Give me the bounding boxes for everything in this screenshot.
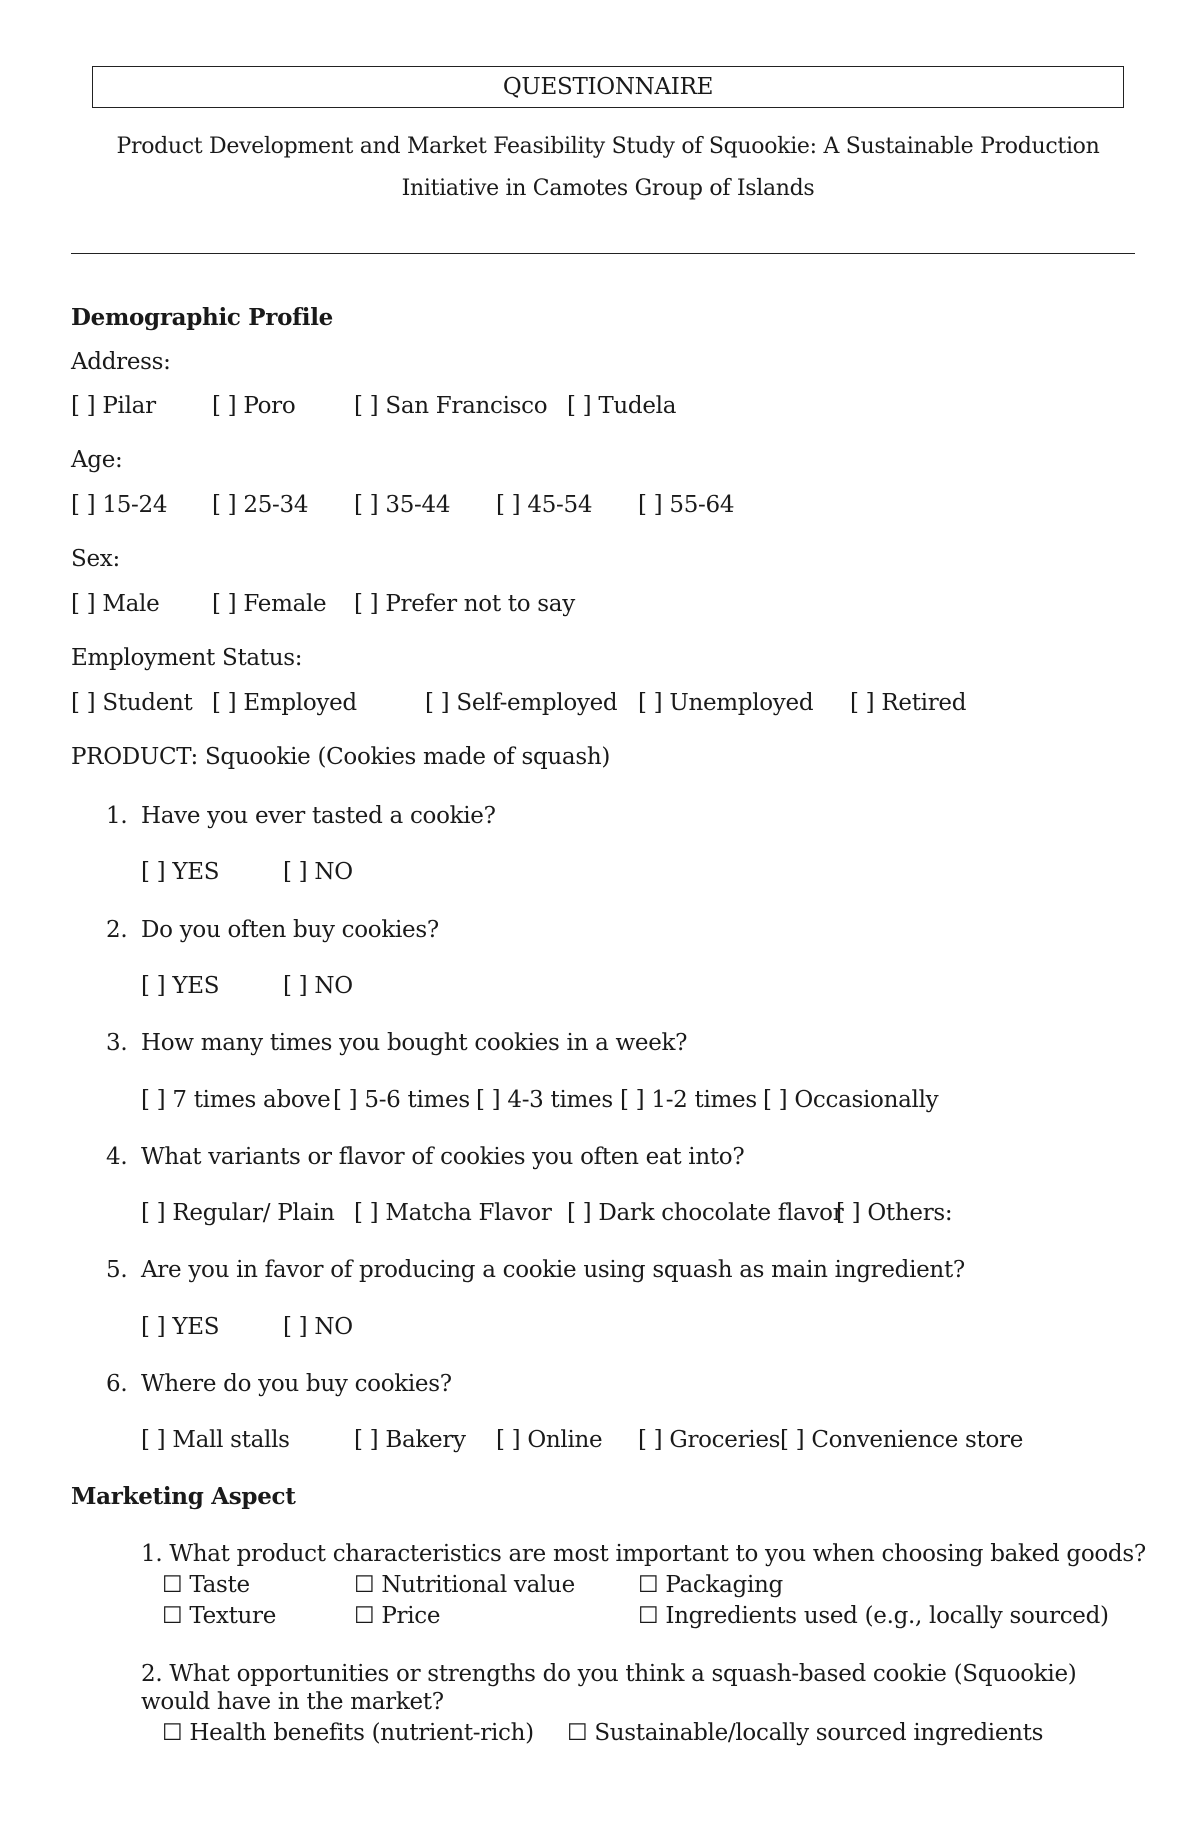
question-text: Have you ever tasted a cookie?: [141, 803, 496, 829]
q2-option-yes[interactable]: [ ] YES: [141, 973, 220, 999]
address-option-poro[interactable]: [ ] Poro: [212, 393, 296, 419]
question-text: Do you often buy cookies?: [141, 917, 439, 943]
question-number: 2.: [106, 917, 128, 943]
q1-option-yes[interactable]: [ ] YES: [141, 859, 220, 885]
marketing-question-2: 2. What opportunities or strengths do you think a squash-based cookie (Squookie) would have in the market?: [141, 1661, 1077, 1715]
q3-option-occasionally[interactable]: [ ] Occasionally: [763, 1087, 939, 1113]
marketing-question-1: 1. What product characteristics are most important to you when choosing baked goods?: [141, 1541, 1146, 1567]
question-number: 6.: [106, 1371, 128, 1397]
sex-option-male[interactable]: [ ] Male: [71, 591, 160, 617]
product-line: PRODUCT: Squookie (Cookies made of squash): [71, 744, 611, 770]
product-question-1: [106, 802, 496, 830]
product-question-3: [106, 1029, 687, 1057]
employment-option-self-employed[interactable]: [ ] Self-employed: [425, 690, 618, 716]
age-option-35-44[interactable]: [ ] 35-44: [354, 492, 451, 518]
m1-option-taste[interactable]: ☐ Taste: [162, 1572, 250, 1598]
address-option-san-francisco[interactable]: [ ] San Francisco: [354, 393, 548, 419]
address-option-pilar[interactable]: [ ] Pilar: [71, 393, 156, 419]
q6-option-online[interactable]: [ ] Online: [496, 1427, 603, 1453]
question-number: 5.: [106, 1257, 128, 1283]
marketing-heading: Marketing Aspect: [71, 1483, 296, 1510]
q3-option-7-times-above[interactable]: [ ] 7 times above: [141, 1087, 331, 1113]
sex-option-female[interactable]: [ ] Female: [212, 591, 327, 617]
employment-option-student[interactable]: [ ] Student: [71, 690, 193, 716]
q1-option-no[interactable]: [ ] NO: [283, 859, 353, 885]
q4-option-others[interactable]: [ ] Others:: [836, 1200, 953, 1226]
q6-option-mall-stalls[interactable]: [ ] Mall stalls: [141, 1427, 290, 1453]
questionnaire-title: QUESTIONNAIRE: [92, 66, 1124, 108]
q6-option-groceries[interactable]: [ ] Groceries: [638, 1427, 781, 1453]
q3-option-4-3-times[interactable]: [ ] 4-3 times: [476, 1087, 613, 1113]
q4-option-matcha[interactable]: [ ] Matcha Flavor: [354, 1200, 552, 1226]
q6-option-bakery[interactable]: [ ] Bakery: [354, 1427, 466, 1453]
demographic-heading: Demographic Profile: [71, 304, 333, 331]
question-text: How many times you bought cookies in a week?: [141, 1030, 688, 1056]
question-number: 3.: [106, 1030, 128, 1056]
study-subtitle: [92, 126, 1124, 210]
q4-option-regular-plain[interactable]: [ ] Regular/ Plain: [141, 1200, 335, 1226]
question-text: Are you in favor of producing a cookie using squash as main ingredient?: [141, 1257, 965, 1283]
q3-option-1-2-times[interactable]: [ ] 1-2 times: [620, 1087, 757, 1113]
m1-option-texture[interactable]: ☐ Texture: [162, 1603, 277, 1629]
question-text: Where do you buy cookies?: [141, 1371, 452, 1397]
employment-option-unemployed[interactable]: [ ] Unemployed: [638, 690, 814, 716]
sex-option-prefer-not[interactable]: [ ] Prefer not to say: [354, 591, 575, 617]
product-question-5: [106, 1256, 965, 1284]
product-question-4: [106, 1143, 744, 1171]
m1-option-price[interactable]: ☐ Price: [354, 1603, 441, 1629]
q5-option-yes[interactable]: [ ] YES: [141, 1314, 220, 1340]
q6-option-convenience-store[interactable]: [ ] Convenience store: [780, 1427, 1024, 1453]
product-question-6: [106, 1370, 452, 1398]
address-label: Address:: [71, 349, 171, 375]
age-label: Age:: [71, 447, 123, 473]
employment-label: Employment Status:: [71, 645, 303, 671]
m1-option-ingredients[interactable]: ☐ Ingredients used (e.g., locally sourced): [638, 1603, 1109, 1629]
product-question-2: [106, 916, 439, 944]
employment-option-retired[interactable]: [ ] Retired: [850, 690, 967, 716]
q5-option-no[interactable]: [ ] NO: [283, 1314, 353, 1340]
age-option-15-24[interactable]: [ ] 15-24: [71, 492, 168, 518]
m1-option-packaging[interactable]: ☐ Packaging: [638, 1572, 783, 1598]
age-option-25-34[interactable]: [ ] 25-34: [212, 492, 309, 518]
q3-option-5-6-times[interactable]: [ ] 5-6 times: [333, 1087, 470, 1113]
m2-option-sustainable[interactable]: ☐ Sustainable/locally sourced ingredients: [567, 1720, 1044, 1746]
question-number: 4.: [106, 1144, 128, 1170]
question-number: 1.: [106, 803, 128, 829]
employment-option-employed[interactable]: [ ] Employed: [212, 690, 357, 716]
age-option-55-64[interactable]: [ ] 55-64: [638, 492, 735, 518]
age-option-45-54[interactable]: [ ] 45-54: [496, 492, 593, 518]
q2-option-no[interactable]: [ ] NO: [283, 973, 353, 999]
subtitle-line-1: Product Development and Market Feasibility Study of Squookie: A Sustainable Production: [116, 134, 1100, 159]
question-text: What variants or flavor of cookies you often eat into?: [141, 1144, 745, 1170]
m1-option-nutritional-value[interactable]: ☐ Nutritional value: [354, 1572, 575, 1598]
sex-label: Sex:: [71, 546, 120, 572]
address-option-tudela[interactable]: [ ] Tudela: [567, 393, 677, 419]
header-divider: [71, 253, 1135, 254]
m2-option-health-benefits[interactable]: ☐ Health benefits (nutrient-rich): [162, 1720, 534, 1746]
subtitle-line-2: Initiative in Camotes Group of Islands: [401, 176, 815, 201]
q4-option-dark-chocolate[interactable]: [ ] Dark chocolate flavor: [567, 1200, 844, 1226]
